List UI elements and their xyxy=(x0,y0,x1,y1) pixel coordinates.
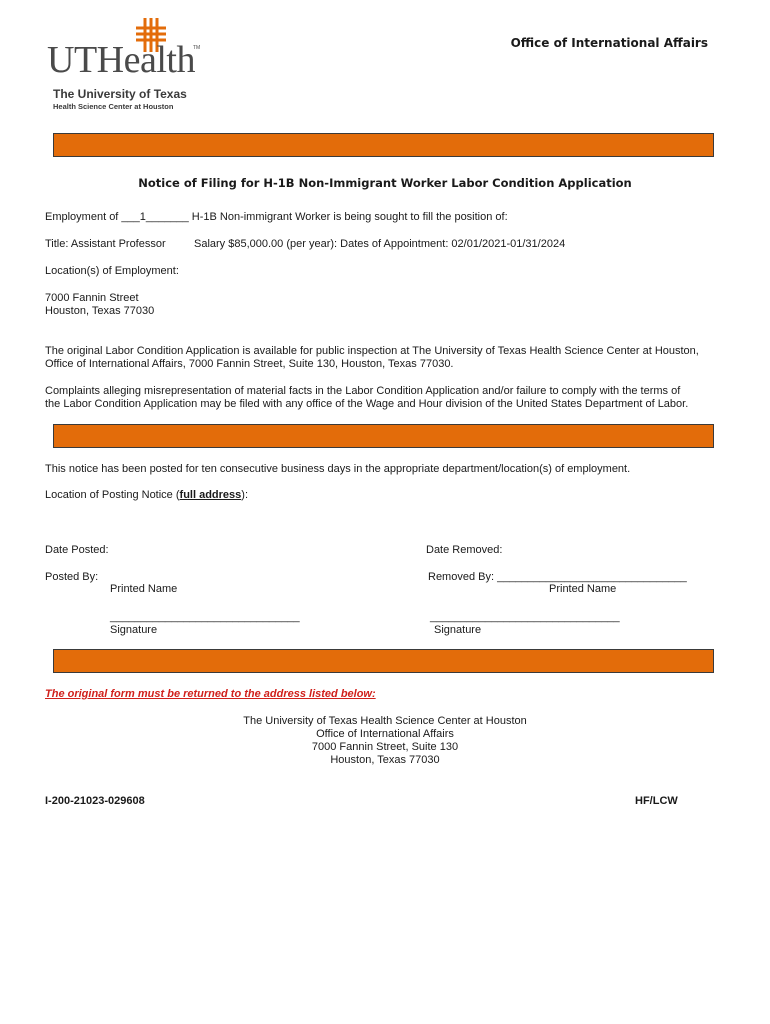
date-posted-label: Date Posted: xyxy=(45,544,109,556)
signature-label-right: Signature xyxy=(434,624,482,636)
salary-and-dates: Salary $85,000.00 (per year): Dates of Appointment: 02/01/2021-01/31/2024 xyxy=(194,238,566,250)
orange-divider-bar xyxy=(53,133,714,157)
removed-by-field: Removed By: _______________________________ xyxy=(428,571,687,583)
logo-wordmark: UTHealth xyxy=(47,39,195,81)
return-address-line1: The University of Texas Health Science Center at Houston xyxy=(243,715,527,727)
date-removed-label: Date Removed: xyxy=(426,544,503,556)
inspection-paragraph-line1: The original Labor Condition Application is available for public inspection at The University of Texas Health Science Center at Houston, xyxy=(45,345,699,357)
employment-line: Employment of ___1_______ H-1B Non-immigrant Worker is being sought to fill the position of: xyxy=(45,211,508,223)
logo-trademark: TM xyxy=(193,45,201,51)
orange-divider-bar xyxy=(53,649,714,673)
posted-by-label: Posted By: xyxy=(45,571,99,583)
employment-address-line2: Houston, Texas 77030 xyxy=(45,305,155,317)
document-id: I-200-21023-029608 xyxy=(45,795,145,807)
return-instructions: The original form must be returned to the address listed below: xyxy=(45,688,376,700)
logo-subtitle-center: Health Science Center at Houston xyxy=(53,102,174,111)
employment-address-line1: 7000 Fannin Street xyxy=(45,292,139,304)
notice-title: Notice of Filing for H-1B Non-Immigrant Worker Labor Condition Application xyxy=(138,176,632,190)
complaints-paragraph-line1: Complaints alleging misrepresentation of material facts in the Labor Condition Application and/or failure to comply with the terms of xyxy=(45,385,681,397)
document-code: HF/LCW xyxy=(635,795,678,807)
office-header: Office of International Affairs xyxy=(510,36,708,50)
posting-location-label xyxy=(45,489,248,502)
return-address-line4: Houston, Texas 77030 xyxy=(330,754,440,766)
logo-subtitle-university: The University of Texas xyxy=(53,87,187,101)
printed-name-left: Printed Name xyxy=(110,583,178,595)
signature-label-left: Signature xyxy=(110,624,158,636)
posting-location-prefix: Location of Posting Notice ( xyxy=(45,489,180,501)
posting-location-suffix: ): xyxy=(241,489,249,501)
signature-line-left: _______________________________ xyxy=(110,611,300,623)
printed-name-right: Printed Name xyxy=(549,583,617,595)
return-address-line2: Office of International Affairs xyxy=(316,728,454,740)
posted-statement: This notice has been posted for ten consecutive business days in the appropriate department/location(s) of employment. xyxy=(45,463,631,475)
position-title: Title: Assistant Professor xyxy=(45,238,166,250)
inspection-paragraph-line2: Office of International Affairs, 7000 Fannin Street, Suite 130, Houston, Texas 77030. xyxy=(45,358,454,370)
return-address-line3: 7000 Fannin Street, Suite 130 xyxy=(311,741,459,753)
signature-line-right: _______________________________ xyxy=(430,611,620,623)
full-address-emphasis: full address xyxy=(179,489,242,501)
complaints-paragraph-line2: the Labor Condition Application may be filed with any office of the Wage and Hour division of the United States Department of Labor. xyxy=(45,398,689,410)
orange-divider-bar xyxy=(53,424,714,448)
locations-label: Location(s) of Employment: xyxy=(45,265,179,277)
